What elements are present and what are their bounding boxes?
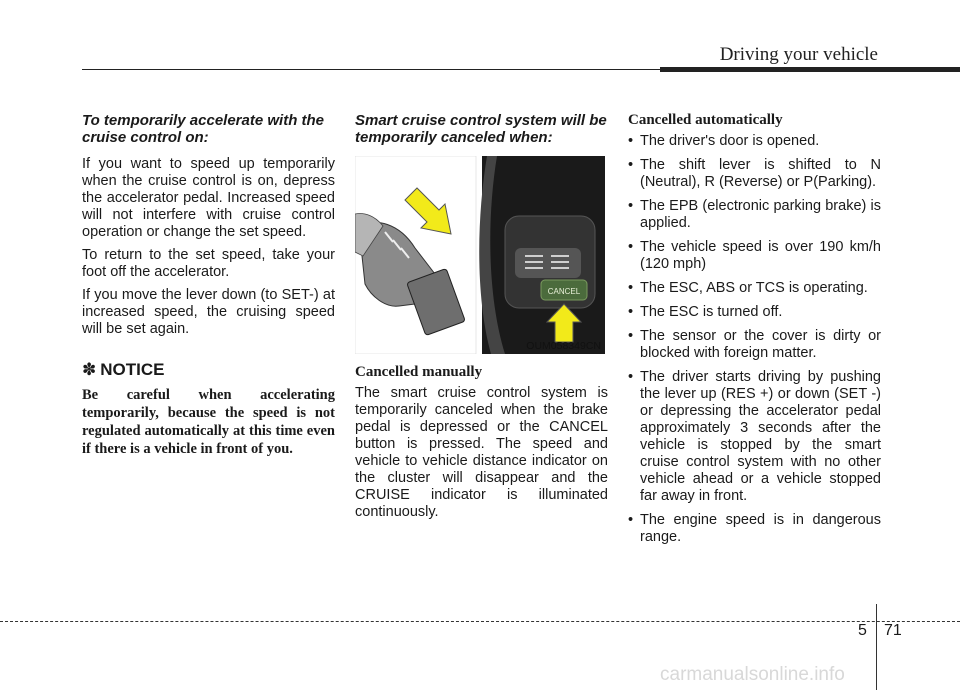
accelerate-subhead: To temporarily accelerate with the cruise control on: — [82, 112, 325, 146]
paragraph: To return to the set speed, take your foot off the accelerator. — [82, 247, 335, 280]
list-item: • The ESC is turned off. — [628, 304, 783, 320]
illustration-graphic — [355, 156, 605, 354]
list-item: • The sensor or the cover is dirty or blocked with foreign matter. — [628, 328, 881, 361]
canceled-subhead: Smart cruise control system will be temporarily canceled when: — [355, 112, 607, 146]
column-2 — [355, 112, 608, 527]
notice-symbol-icon: ✽ — [82, 360, 97, 379]
notice-title: NOTICE — [100, 360, 165, 379]
paragraph: If you want to speed up temporarily when the cruise control is on, depress the accelerator pedal. Increased speed will not interfere with cruise control operation or change the set speed. — [82, 156, 335, 240]
cancel-button-label: CANCEL — [547, 287, 581, 296]
watermark: carmanualsonline.info — [660, 664, 845, 685]
list-item: • The vehicle speed is over 190 km/h (120 mph) — [628, 239, 881, 272]
auto-cancel-list — [628, 133, 881, 546]
list-item: • The EPB (electronic parking brake) is applied. — [628, 198, 881, 231]
header-rule-thick — [660, 67, 960, 72]
illustration-code: OUM058349CN — [526, 340, 601, 352]
auto-heading: Cancelled automatically — [628, 112, 783, 128]
column-1 — [82, 112, 335, 458]
column-3 — [628, 112, 881, 553]
toggle-button-icon — [515, 248, 581, 278]
chapter-number: 5 — [858, 622, 867, 639]
page-number: 71 — [884, 622, 902, 639]
list-item: • The driver's door is opened. — [628, 133, 820, 149]
list-item: • The engine speed is in dangerous range. — [628, 512, 881, 545]
manual-body: The smart cruise control system is temporarily canceled when the brake pedal is depressed or the CANCEL button is pressed. The speed and vehicle to vehicle distance indicator on the cluster will disappear and the CRUISE indicator is illuminated continuously. — [355, 385, 608, 520]
notice-body: Be careful when accelerating temporarily, because the speed is not regulated automatically at this time even if there is a vehicle in front of you. — [82, 387, 335, 457]
manual-heading: Cancelled manually — [355, 364, 483, 380]
list-item: • The ESC, ABS or TCS is operating. — [628, 280, 868, 296]
notice-heading — [82, 360, 335, 380]
list-item: • The shift lever is shifted to N (Neutral), R (Reverse) or P(Parking). — [628, 157, 881, 190]
paragraph: If you move the lever down (to SET-) at increased speed, the cruising speed will be set again. — [82, 287, 335, 337]
page-separator — [876, 604, 877, 690]
header-title: Driving your vehicle — [719, 44, 878, 65]
cancel-illustration — [355, 156, 605, 354]
footer-rule — [0, 621, 960, 622]
list-item: • The driver starts driving by pushing the lever up (RES +) or down (SET -) or depressing the accelerator pedal approximately 3 seconds after the vehicle is stopped by the smart cruise control system with no other vehicle ahead or a vehicle stopped far away in front. — [628, 369, 881, 504]
